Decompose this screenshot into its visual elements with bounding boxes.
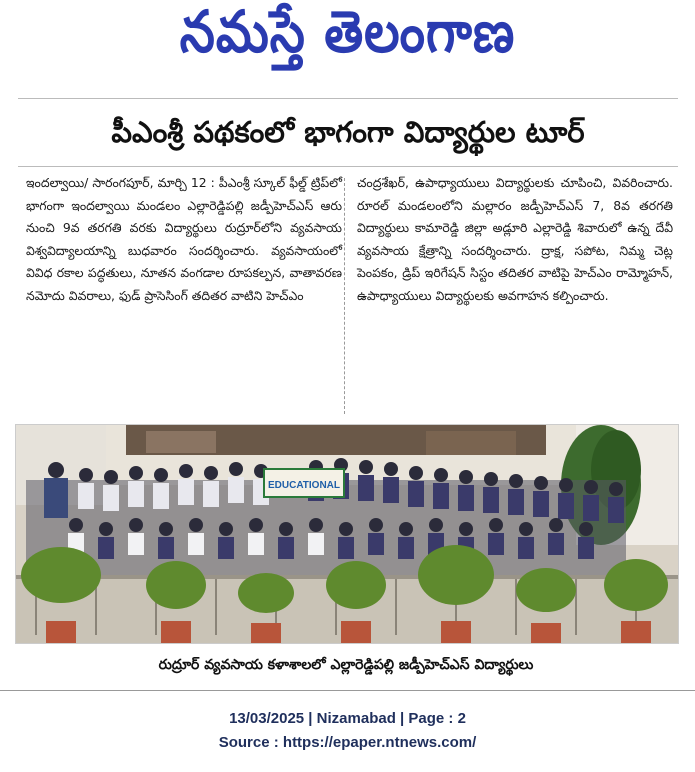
footer-divider [0, 690, 695, 691]
column-divider [344, 178, 345, 414]
source-link[interactable]: Source : https://epaper.ntnews.com/ [218, 734, 477, 751]
article-column-right: చంద్రశేఖర్, ఉపాధ్యాయులు విద్యార్థులకు చూపించి, వివరించారు. రూరల్ మండలంలోని మల్లారం జడ్పీహెచ్‌ఎస్ 7, 8వ తరగతి విద్యార్థులు కామారెడ్డి జిల్లా అడ్లూరి ఎల్లారెడ్డి శివారులో ఉన్న దేవీ వ్యవసాయ క్షేత్రాన్ని సందర్శించారు. ద్రాక్ష, సపోట, నిమ్మ చెట్ల పెంపకం, డ్రిప్ ఇరిగేషన్ సిస్టం తదితర వాటిపై హెచ్‌ఎం రామ్మోహన్, ఉపాధ్యాయులు విద్యార్థులకు అవగాహన కల్పించారు. [357, 175, 673, 303]
photo-banner-text: EDUCATIONAL [267, 480, 341, 491]
article-column-left: ఇందల్వాయి/ సారంగపూర్, మార్చి 12 : పీఎంశ్రీ స్కూల్ ఫీల్డ్ ట్రిప్‌లో భాగంగా ఇందల్వాయి మండలం ఎల్లారెడ్డిపల్లి జడ్పీహెచ్‌ఎస్ ఆరు నుంచి 9వ తరగతి వరకు విద్యార్థులు రుద్రూర్‌లోని వ్యవసాయ విశ్వవిద్యాలయాన్ని బుధవారం సందర్శించారు. వ్యవసాయంలో వివిధ రకాల పద్ధతులు, నూతన వంగడాల రూపకల్పన, వాతావరణ నమోదు వివరాలు, ఫుడ్ ప్రాసెసింగ్ తదితర వాటిని హెచ్‌ఎం [26, 175, 342, 303]
article-photo [15, 424, 679, 644]
article-headline [18, 108, 678, 164]
masthead [0, 0, 695, 78]
masthead-divider [18, 98, 678, 99]
newspaper-logo: నమస్తే తెలంగాణ [179, 0, 516, 65]
headline-divider [18, 166, 678, 167]
photo-caption: రుద్రూర్ వ్యవసాయ కళాశాలలో ఎల్లారెడ్డిపల్లి జడ్పీహెచ్‌ఎస్ విద్యార్థులు [158, 656, 534, 673]
edition-info: 13/03/2025 | Nizamabad | Page : 2 [229, 710, 466, 727]
headline-text: పీఎంశ్రీ పథకంలో భాగంగా విద్యార్థుల టూర్ [111, 115, 585, 149]
